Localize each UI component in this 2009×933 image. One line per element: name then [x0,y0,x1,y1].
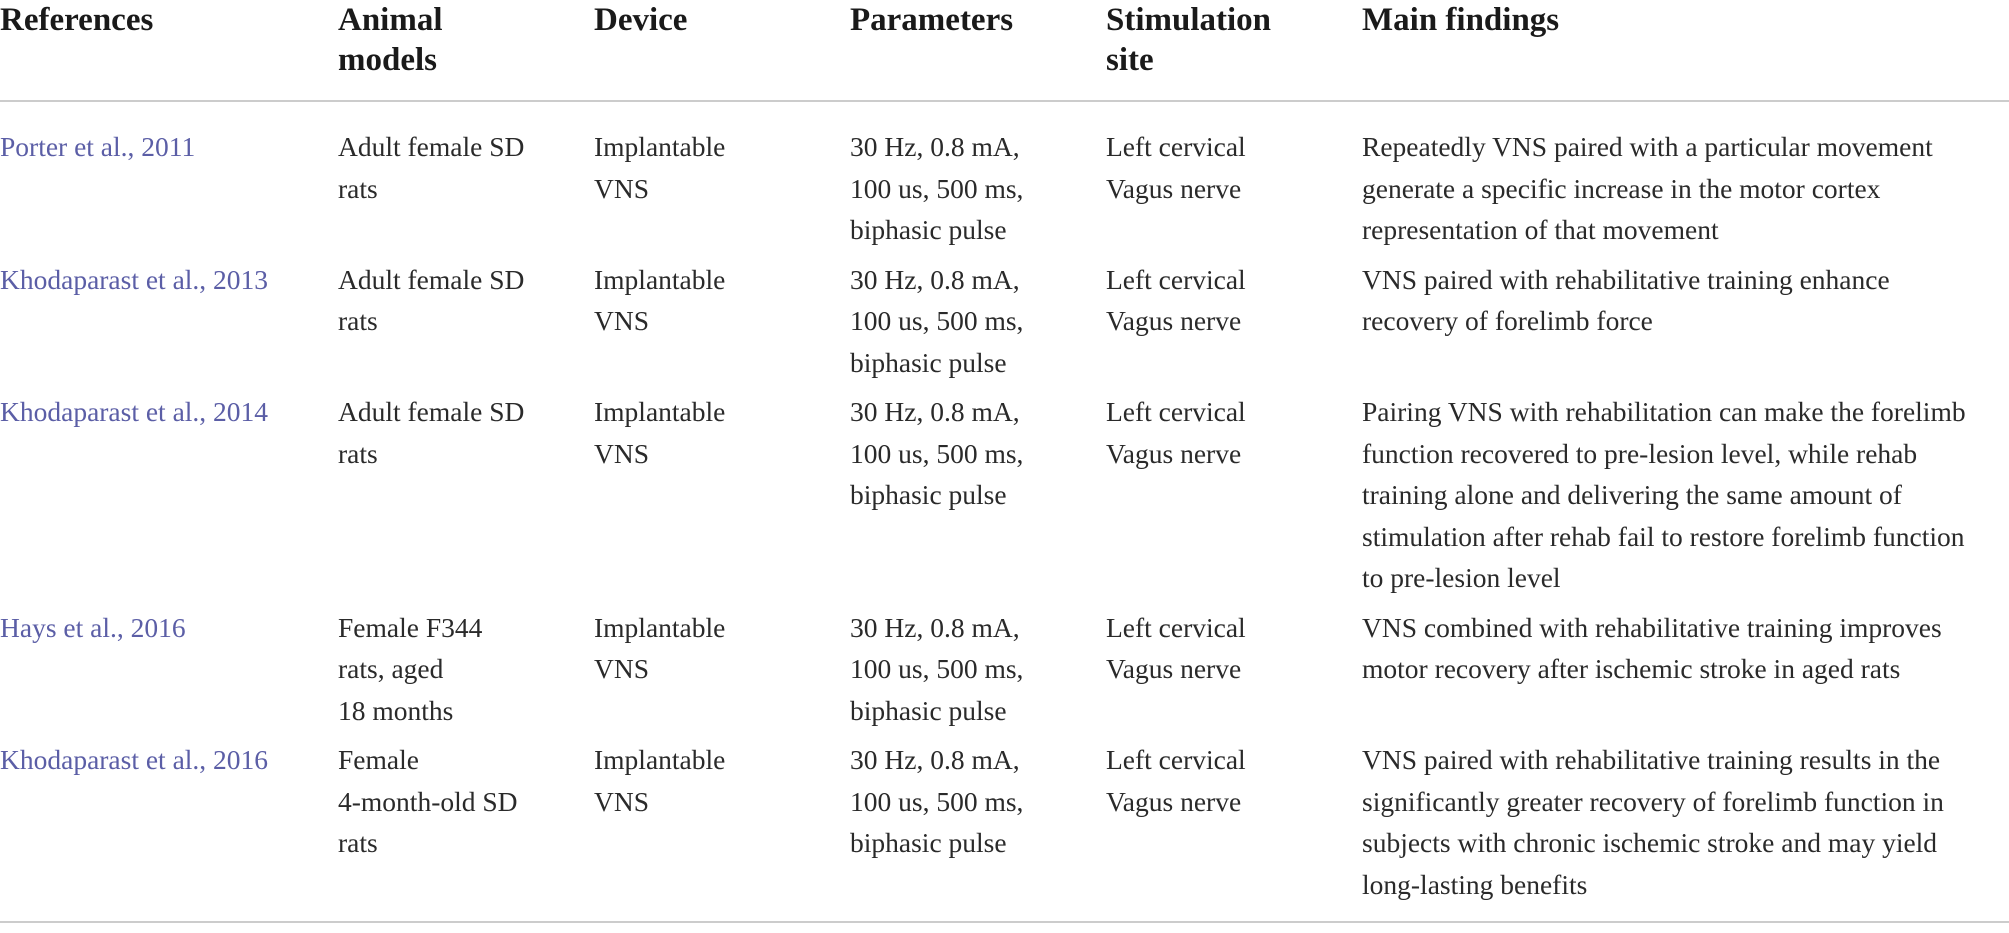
animal-model-cell: Adult female SD rats [338,396,525,469]
animal-model-cell: Adult female SD rats [338,131,525,204]
findings-cell: Repeatedly VNS paired with a particular movement generate a specific increase in the motor cortex representation of that movement [1362,131,1933,245]
table-row [0,739,2009,922]
reference-link[interactable]: Hays et al., 2016 [0,611,186,643]
table-row [0,607,2009,740]
animal-model-cell: Adult female SD rats [338,263,525,336]
header-main-findings: Main findings [1362,2,1560,38]
device-cell: Implantable VNS [594,611,726,684]
reference-cell[interactable] [0,607,338,740]
device-cell: Implantable VNS [594,744,726,817]
header-device: Device [594,2,688,38]
site-cell: Left cervical Vagus nerve [1106,131,1246,204]
header-references: References [0,2,154,38]
header-animal-models: Animal models [338,2,443,78]
site-cell: Left cervical Vagus nerve [1106,611,1246,684]
parameters-cell: 30 Hz, 0.8 mA, 100 us, 500 ms, biphasic pulse [850,131,1024,245]
reference-cell[interactable] [0,739,338,922]
header-parameters: Parameters [850,2,1014,38]
site-cell: Left cervical Vagus nerve [1106,396,1246,469]
reference-link[interactable]: Khodaparast et al., 2016 [0,744,269,775]
device-cell: Implantable VNS [594,396,726,469]
findings-cell: VNS combined with rehabilitative training improves motor recovery after ischemic stroke in aged rats [1362,611,1942,684]
table-body [0,101,2009,922]
device-cell: Implantable VNS [594,131,726,204]
device-cell: Implantable VNS [594,263,726,336]
site-cell: Left cervical Vagus nerve [1106,263,1246,336]
animal-model-cell: Female F344 rats, aged 18 months [338,611,483,726]
reference-cell[interactable] [0,391,338,607]
findings-cell: Pairing VNS with rehabilitation can make the forelimb function recovered to pre-lesion level, while rehab training alone and delivering the same amount of stimulation after rehab fail to restore forelimb function to pre-lesion level [1362,396,1966,593]
reference-link[interactable]: Porter et al., 2011 [0,131,196,162]
header-row [0,0,2009,101]
reference-cell[interactable] [0,259,338,392]
findings-cell: VNS paired with rehabilitative training results in the significantly greater recovery of forelimb function in subjects with chronic ischemic stroke and may yield long-lasting benefits [1362,744,1944,900]
site-cell: Left cervical Vagus nerve [1106,744,1246,817]
animal-model-cell: Female 4-month-old SD rats [338,744,518,858]
parameters-cell: 30 Hz, 0.8 mA, 100 us, 500 ms, biphasic pulse [850,744,1024,858]
header-stimulation-site: Stimulation site [1106,2,1272,78]
reference-cell[interactable] [0,101,338,259]
parameters-cell: 30 Hz, 0.8 mA, 100 us, 500 ms, biphasic pulse [850,396,1024,510]
reference-link[interactable]: Khodaparast et al., 2014 [0,396,269,427]
findings-cell: VNS paired with rehabilitative training enhance recovery of forelimb force [1362,263,1890,336]
table-row [0,391,2009,607]
table-row [0,101,2009,259]
parameters-cell: 30 Hz, 0.8 mA, 100 us, 500 ms, biphasic pulse [850,611,1024,726]
table-header [0,0,2009,101]
reference-link[interactable]: Khodaparast et al., 2013 [0,263,269,295]
table-row [0,259,2009,392]
parameters-cell: 30 Hz, 0.8 mA, 100 us, 500 ms, biphasic pulse [850,263,1024,378]
